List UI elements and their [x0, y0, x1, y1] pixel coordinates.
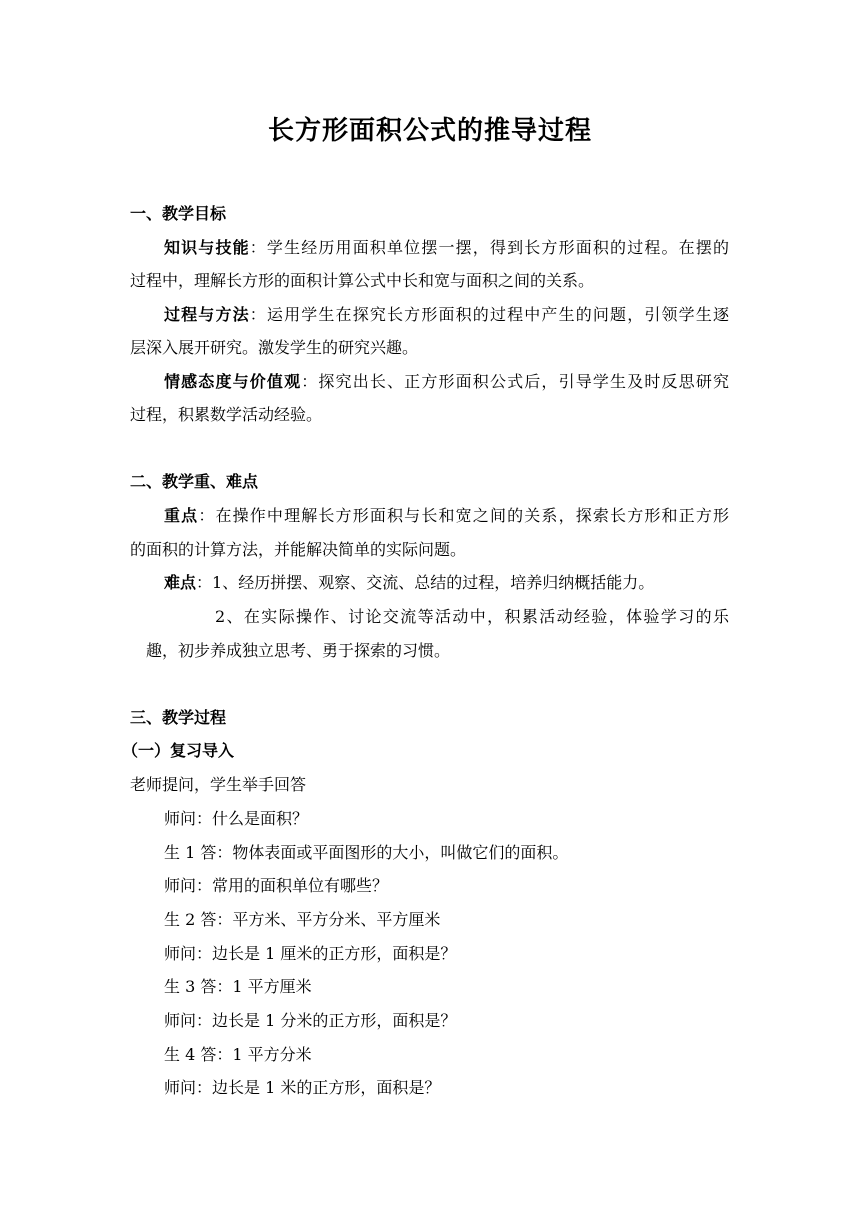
text-process-1: ：运用学生在探究长方形面积的过程中产生的问题，引领学生逐 [249, 305, 729, 324]
section-heading-key-points: 二、教学重、难点 [130, 472, 259, 491]
dialogue-line: 师问：常用的面积单位有哪些？ [164, 876, 389, 895]
paragraph-emotion-line1 [164, 372, 729, 392]
label-difficulty: 难点 [164, 573, 197, 592]
dialogue-line: 师问：边长是 1 米的正方形，面积是？ [164, 1078, 441, 1097]
text-difficulty-1: ：1、经历拼摆、观察、交流、总结的过程，培养归纳概括能力。 [196, 573, 655, 592]
label-key: 重点 [164, 506, 199, 525]
dialogue-line: 师问：什么是面积？ [164, 809, 309, 828]
section-heading-process: 三、教学过程 [130, 708, 227, 727]
label-process: 过程与方法 [164, 305, 250, 324]
document-title: 长方形面积公式的推导过程 [267, 116, 592, 146]
paragraph-emotion-line2: 过程，积累数学活动经验。 [130, 405, 323, 424]
paragraph-key-line1 [164, 506, 729, 526]
paragraph-knowledge-line1 [164, 238, 729, 258]
paragraph-difficulty-line2: 2、在实际操作、讨论交流等活动中，积累活动经验，体验学习的乐 [215, 607, 729, 626]
intro-text: 老师提问，学生举手回答 [130, 775, 307, 794]
text-key-1: ：在操作中理解长方形面积与长和宽之间的关系，探索长方形和正方形 [198, 506, 729, 525]
dialogue-line: 生 1 答：物体表面或平面图形的大小，叫做它们的面积。 [164, 843, 569, 862]
paragraph-difficulty-line1 [164, 573, 764, 593]
text-emotion-1: ：探究出长、正方形面积公式后，引导学生及时反思研究 [301, 372, 729, 391]
paragraph-process-line1 [164, 305, 729, 325]
label-knowledge: 知识与技能 [164, 238, 250, 257]
paragraph-key-line2: 的面积的计算方法，并能解决简单的实际问题。 [130, 540, 467, 559]
paragraph-process-line2: 层深入展开研究。激发学生的研究兴趣。 [130, 338, 419, 357]
paragraph-difficulty-line3: 趣，初步养成独立思考、勇于探索的习惯。 [146, 641, 451, 660]
dialogue-line: 师问：边长是 1 分米的正方形，面积是？ [164, 1011, 457, 1030]
dialogue-line: 生 4 答：1 平方分米 [164, 1045, 312, 1064]
paragraph-knowledge-line2: 过程中，理解长方形的面积计算公式中长和宽与面积之间的关系。 [130, 271, 595, 290]
dialogue-line: 生 3 答：1 平方厘米 [164, 977, 312, 996]
text-knowledge-1: ：学生经历用面积单位摆一摆，得到长方形面积的过程。在摆的 [249, 238, 729, 257]
dialogue-line: 生 2 答：平方米、平方分米、平方厘米 [164, 910, 441, 929]
label-emotion: 情感态度与价值观 [164, 372, 302, 391]
dialogue-line: 师问：边长是 1 厘米的正方形，面积是？ [164, 944, 457, 963]
section-heading-objectives: 一、教学目标 [130, 204, 227, 223]
subsection-heading-review: （一）复习导入 [122, 741, 235, 760]
